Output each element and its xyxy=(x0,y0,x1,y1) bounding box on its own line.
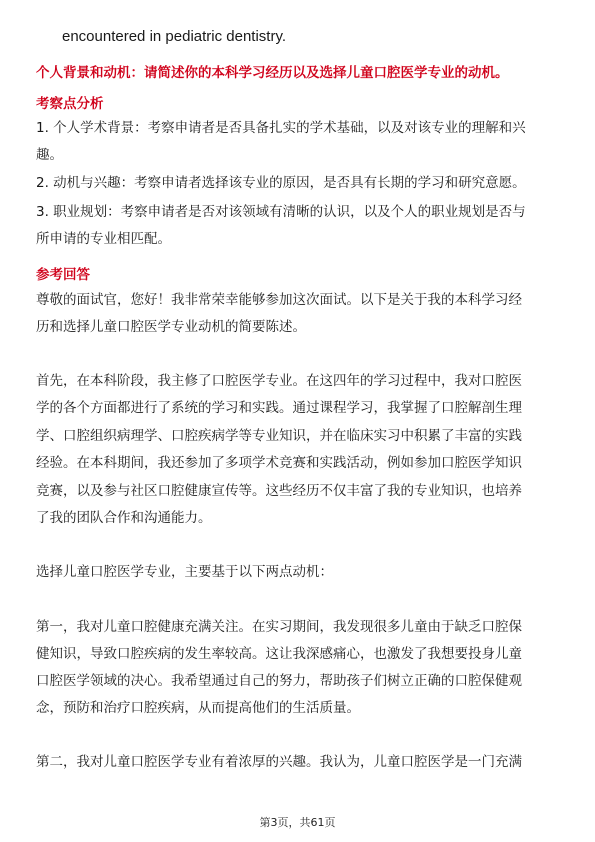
analysis-line: 所申请的专业相匹配。 xyxy=(36,231,171,247)
paragraph-line: 口腔医学领域的决心。我希望通过自己的努力，帮助孩子们树立正确的口腔保健观 xyxy=(36,673,522,689)
answer-intro-line: 历和选择儿童口腔医学专业动机的简要陈述。 xyxy=(36,319,306,335)
paragraph-line: 经验。在本科期间，我还参加了多项学术竞赛和实践活动，例如参加口腔医学知识 xyxy=(36,455,522,471)
analysis-heading: 考察点分析 xyxy=(36,96,104,112)
analysis-line: 3. 职业规划：考察申请者是否对该领域有清晰的认识，以及个人的职业规划是否与 xyxy=(36,204,526,220)
paragraph-line: 念，预防和治疗口腔疾病，从而提高他们的生活质量。 xyxy=(36,700,360,716)
answer-heading: 参考回答 xyxy=(36,267,90,283)
paragraph-line: 学的各个方面都进行了系统的学习和实践。通过课程学习，我掌握了口腔解剖生理 xyxy=(36,400,522,416)
paragraph-line: 选择儿童口腔医学专业，主要基于以下两点动机： xyxy=(36,564,333,580)
analysis-line: 趣。 xyxy=(36,147,63,163)
continued-text-line: encountered in pediatric dentistry. xyxy=(62,28,287,45)
paragraph-line: 了我的团队合作和沟通能力。 xyxy=(36,510,212,526)
answer-intro-line: 尊敬的面试官，您好！我非常荣幸能够参加这次面试。以下是关于我的本科学习经 xyxy=(36,292,522,308)
paragraph-line: 健知识，导致口腔疾病的发生率较高。这让我深感痛心，也激发了我想要投身儿童 xyxy=(36,646,522,662)
analysis-line: 2. 动机与兴趣：考察申请者选择该专业的原因，是否具有长期的学习和研究意愿。 xyxy=(36,175,526,191)
paragraph-line: 竞赛，以及参与社区口腔健康宣传等。这些经历不仅丰富了我的专业知识，也培养 xyxy=(36,483,522,499)
paragraph-line: 第一，我对儿童口腔健康充满关注。在实习期间，我发现很多儿童由于缺乏口腔保 xyxy=(36,619,522,635)
analysis-line: 1. 个人学术背景：考察申请者是否具备扎实的学术基础，以及对该专业的理解和兴 xyxy=(36,120,526,136)
paragraph-line: 第二，我对儿童口腔医学专业有着浓厚的兴趣。我认为，儿童口腔医学是一门充满 xyxy=(36,754,522,770)
paragraph-line: 学、口腔组织病理学、口腔疾病学等专业知识，并在临床实习中积累了丰富的实践 xyxy=(36,428,522,444)
question-title: 个人背景和动机：请简述你的本科学习经历以及选择儿童口腔医学专业的动机。 xyxy=(36,65,509,81)
page-number-footer: 第3页，共61页 xyxy=(259,816,336,829)
paragraph-line: 首先，在本科阶段，我主修了口腔医学专业。在这四年的学习过程中，我对口腔医 xyxy=(36,373,522,389)
